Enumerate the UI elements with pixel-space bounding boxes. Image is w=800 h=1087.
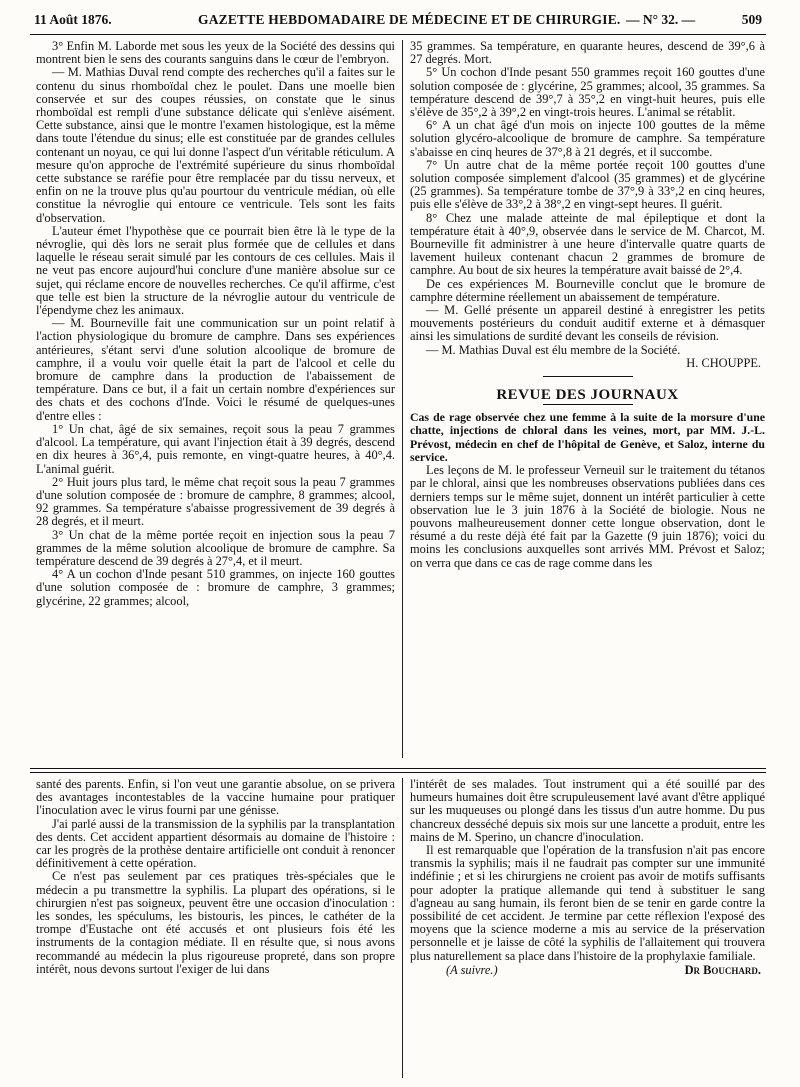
paragraph: l'intérêt de ses malades. Tout instrument qui a été souillé par des humeurs humaines doit être scrupuleusement lavé avant d'être appliqué sur les muqueuses ou plongé dans les tissus d'un autre homme. Du pus chancreux desséché depuis six mois sur une lancette a produit, entre les mains de M. Sperino, un chancre d'inoculation.: [410, 778, 765, 844]
upper-left-column: [36, 40, 395, 760]
paragraph: 1° Un chat, âgé de six semaines, reçoit sous la peau 7 grammes d'alcool. La température, qui avant l'injection était à 39 degrés, descend en dix heures à 36°,4, puis remonte, en vingt-quatre heures, à 40°,4. L'animal guérit.: [36, 421, 395, 476]
upper-right-column: [410, 40, 765, 760]
section-title: REVUE DES JOURNAUX: [496, 387, 679, 404]
column-divider: [402, 40, 403, 758]
lower-right-column: [410, 778, 765, 1078]
paragraph: J'ai parlé aussi de la transmission de la syphilis par la transplantation des dents. Cet accident appartient désormais au domaine de l'histoire : car les progrès de la prothèse dentaire artificielle ont conduit à renoncer définitivement à cette opération.: [36, 816, 395, 871]
paragraph: — M. Gellé présente un appareil destiné à enregistrer les petits mouvements postérieurs du conduit auditif externe et à démasquer ainsi les simulations de surdité devant les conseils de révision.: [410, 303, 765, 344]
lower-left-column: [36, 778, 395, 1078]
paragraph: 3° Enfin M. Laborde met sous les yeux de la Société des dessins qui montrent bien le sens des courants sanguins dans le cœur de l'embryon.: [36, 40, 395, 67]
section-rule: [543, 376, 633, 377]
paragraph: 8° Chez une malade atteinte de mal épileptique et dont la température était à 40°,9, observée dans le service de M. Charcot, M. Bourneville fit administrer à une heure d'intervalle quatre quarts de lavement huileux contenant chacun 2 grammes de bromure de camphre. Au bout de six heures la température avait baissé de 2°,4.: [410, 210, 765, 278]
paragraph: L'auteur émet l'hypothèse que ce pourrait bien être là le type de la névroglie, qui dès lors ne serait plus formée que de cellules et dans laquelle le réseau serait simulé par les contours de ces cellules. Mais il ne veut pas encore aujourd'hui conclure d'une manière absolue sur ce sujet, qui réclame encore de nouvelles recherches. Ce qu'il affirme, c'est que telle est bien la structure de la névroglie autour du ventricule de l'épendyme chez les animaux.: [36, 223, 395, 318]
paragraph: 3° Un chat de la même portée reçoit en injection sous la peau 7 grammes de la même solution alcoolique de bromure de camphre. Sa température descend de 39 degrés à 27°,4, et il meurt.: [36, 527, 395, 568]
column-divider: [402, 778, 403, 1078]
page-number: 509: [741, 12, 762, 27]
paragraph: Les leçons de M. le professeur Verneuil sur le traitement du tétanos par le chloral, ainsi que les nombreuses observations publiées dans ces derniers temps sur le même sujet, donnent un intérêt particulier à cette observation lue le 3 juin 1876 à la Société de biologie. Nous ne pouvons malheureusement donner cette longue observation, dont le résumé a du reste déjà été fait par la Gazette (9 juin 1876); voici du moins les conclusions auxquelles sont arrivés MM. Prévost et Saloz; on verra que dans ce cas de rage comme dans les: [410, 463, 765, 570]
article-heading: Cas de rage observée chez une femme à la suite de la morsure d'une chatte, injections de chloral dans les veines, mort, par MM. J.-L. Prévost, médecin en chef de l'hôpital de Genève, et Saloz, interne du service.: [410, 410, 765, 464]
paragraph: — M. Mathias Duval est élu membre de la Société.: [426, 342, 681, 357]
paragraph: 4° A un cochon d'Inde pesant 510 grammes, on injecte 160 gouttes d'une solution composée de : bromure de camphre, 3 grammes; glycérine, 22 grammes; alcool,: [36, 567, 395, 608]
paragraph: De ces expériences M. Bourneville conclut que le bromure de camphre détermine réellement un abaissement de température.: [410, 276, 765, 304]
paragraph: 2° Huit jours plus tard, le même chat reçoit sous la peau 7 grammes d'une solution composée de : bromure de camphre, 8 grammes; alcool, 92 grammes. Sa température s'abaisse progressivement de 39 degrés à 28 degrés, et il meurt.: [36, 474, 395, 529]
section-separator: [30, 768, 766, 769]
signature: H. CHOUPPE.: [686, 355, 761, 370]
page-header: [34, 6, 762, 32]
author-signature: Dr Bouchard.: [684, 962, 761, 977]
journal-title: GAZETTE HEBDOMADAIRE DE MÉDECINE ET DE CHIRURGIE.: [198, 12, 621, 27]
paragraph: santé des parents. Enfin, si l'on veut une garantie absolue, on se privera des avantages incontestables de la vaccine humaine pour pratiquer l'inoculation avec le virus fourni par une génisse.: [36, 778, 395, 818]
issue-date: 11 Août 1876.: [34, 12, 112, 27]
paragraph: 35 grammes. Sa température, en quarante heures, descend de 39°,6 à 27 degrés. Mort.: [410, 40, 765, 67]
paragraph: Ce n'est pas seulement par ces pratiques très-spéciales que le médecin a pu transmettre la syphilis. La plupart des opérations, si le chirurgien n'est pas soigneux, peuvent être une occasion d'inoculation : les sondes, les spéculums, les bistouris, les pinces, le cathéter de la trompe d'Eustache ont été accusés et ont plusieurs fois été les instruments de la contagion médiate. Il en résulte que, si nous avons recommandé au médecin la plus rigoureuse propreté, dans son propre intérêt, nous devons surtout l'exiger de lui dans: [36, 869, 395, 976]
issue-number: — N° 32. —: [626, 12, 696, 27]
section-rule: [543, 404, 633, 405]
paragraph: 7° Un autre chat de la même portée reçoit 100 gouttes d'une solution composée simplement d'alcool (35 grammes) et de glycérine (25 grammes). Sa température tombe de 37°,9 à 33°,2 en cinq heures, puis elle s'élève de 33°,2 à 38°,2 en vingt-sept heures. Il guérit.: [410, 157, 765, 212]
paragraph: 6° A un chat âgé d'un mois on injecte 100 gouttes de la même solution glycéro-alcoolique de bromure de camphre. Sa température s'abaisse en cinq heures de 37°,8 à 21 degrés, et il succombe.: [410, 118, 765, 159]
paragraph: Il est remarquable que l'opération de la transfusion n'ait pas encore transmis la syphilis; mais il ne faudrait pas compter sur une immunité indéfinie ; et si les chirurgiens ne croient pas avoir de motifs suffisants pour adopter la pratique allemande qui tend à substituer le sang d'agneau au sang humain, ils feront bien de se tenir en garde contre la possibilité de cet accident. Je termine par cette réflexion l'exposé des moyens que la science moderne a mis au service de la préservation personnelle et je laisse de côté la syphilis de l'allaitement qui trouvera plus naturellement sa place dans l'histoire de la prophylaxie familiale.: [410, 843, 765, 963]
paragraph: — M. Mathias Duval rend compte des recherches qu'il a faites sur le contenu du sinus rhomboïdal chez le poulet. Dans une moelle bien conservée et sur des coupes réussies, on constate que le sinus rhomboïdal est rempli d'une substance délicate qui s'enlève aisément. Cette substance, ainsi que le montre l'examen histologique, est la même dans toute l'étendue du sinus; elle est constituée par de grandes cellules contenant un noyau, ce qui lui donne l'aspect d'un véritable réticulum. A mesure qu'on approche de l'extrémité supérieure du sinus rhomboïdal cette substance se raréfie pour être remplacée par du tissu nerveux, et enfin on ne la trouve plus qu'au pourtour du ventricule médian, où elle constitue la névroglie qui entoure ce ventricule. Tels sont les faits d'observation.: [36, 65, 395, 225]
closing-line: [410, 964, 765, 977]
to-be-continued: (A suivre.): [446, 962, 498, 977]
paragraph: 5° Un cochon d'Inde pesant 550 grammes reçoit 160 gouttes d'une solution composée de : glycérine, 25 grammes; alcool, 35 grammes. Sa température descend de 39°,7 à 35°,2 en vingt-huit heures, puis elle s'élève de 35°,2 à 39°,2 en vingt-trois heures. L'animal se rétablit.: [410, 65, 765, 120]
paragraph: — M. Bourneville fait une communication sur un point relatif à l'action physiologique du bromure de camphre. Dans ses expériences antérieures, s'étant servi d'une solution alcoolique de bromure de camphre, il a voulu voir quelle était la part de l'alcool et celle du bromure de camphre dans la production de l'abaissement de température. Dans ce but, il a fait un certain nombre d'expériences sur des chats et des cochons d'Inde. Voici le résumé de quelques-unes d'entre elles :: [36, 316, 395, 423]
section-separator: [30, 772, 766, 773]
header-rule: [30, 34, 766, 35]
